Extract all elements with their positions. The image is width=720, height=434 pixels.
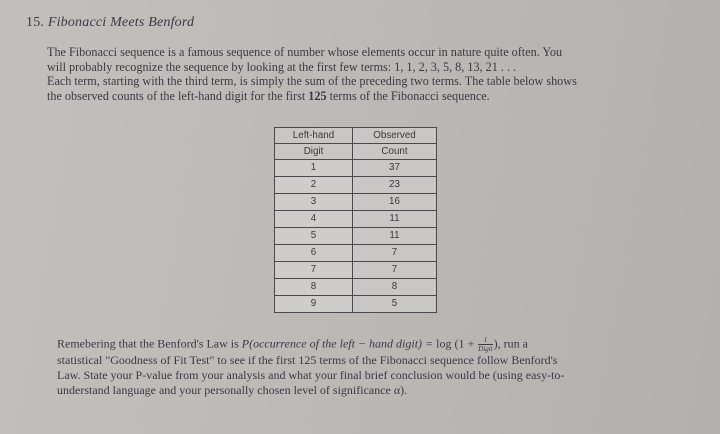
problem-title: Fibonacci Meets Benford: [47, 15, 195, 30]
log-expression: log (1 +: [436, 336, 478, 351]
table-row: [275, 160, 437, 177]
digit-cell: 5: [275, 228, 353, 245]
table-row: [275, 194, 437, 211]
fraction: [478, 336, 492, 353]
count-cell: 7: [353, 245, 437, 262]
digit-cell: 7: [275, 262, 353, 279]
intro-text: the observed counts of the left-hand digit for the first: [47, 88, 309, 103]
table-header-row: [275, 144, 437, 160]
count-cell: 37: [353, 160, 437, 177]
column-header-count: Count: [353, 144, 437, 160]
table-row: [275, 211, 437, 228]
intro-text: terms of the Fibonacci sequence.: [326, 88, 490, 103]
digit-cell: 4: [275, 211, 353, 228]
digit-cell: 2: [275, 177, 353, 194]
question-line: statistical "Goodness of Fit Test" to see if the first 125 terms of the Fibonacci sequence follow Benford's: [57, 353, 558, 367]
count-cell: 11: [353, 211, 437, 228]
count-cell: 7: [353, 262, 437, 279]
table-row: [275, 262, 437, 279]
digit-cell: 9: [275, 296, 353, 313]
fraction-numerator: 1: [478, 336, 492, 345]
intro-line: The Fibonacci sequence is a famous sequence of number whose elements occur in nature quite often. You: [47, 45, 563, 59]
question-text: Remebering that the Benford's Law is: [57, 336, 242, 351]
question-line: Law. State your P-value from your analysis and what your final brief conclusion would be (using easy-to-: [57, 368, 565, 382]
table-row: [275, 228, 437, 245]
question-text: ), run a: [493, 336, 528, 351]
column-header-count: Observed: [353, 128, 437, 144]
digit-cell: 3: [275, 194, 353, 211]
table-row: [275, 279, 437, 296]
digit-cell: 1: [275, 160, 353, 177]
question-paragraph: [57, 336, 682, 398]
intro-line: [47, 89, 687, 104]
column-header-digit: Left-hand: [275, 128, 353, 144]
question-line: [57, 336, 682, 353]
term-count: 125: [308, 88, 327, 103]
count-cell: 23: [353, 177, 437, 194]
digit-count-table: [274, 127, 437, 313]
table-row: [275, 296, 437, 313]
count-cell: 5: [353, 296, 437, 313]
intro-line: will probably recognize the sequence by looking at the first few terms: 1, 1, 2, 3, 5, 8, 13, 21 . . .: [47, 59, 517, 74]
digit-cell: 8: [275, 279, 353, 296]
problem-number: 15.: [26, 15, 45, 30]
fraction-denominator: Digit: [478, 345, 493, 353]
table-row: [275, 245, 437, 262]
count-cell: 8: [353, 279, 437, 296]
intro-paragraph: [47, 45, 687, 103]
column-header-digit: Digit: [275, 144, 353, 160]
problem-heading: [26, 15, 194, 31]
count-cell: 16: [353, 194, 437, 211]
digit-cell: 6: [275, 245, 353, 262]
question-line: understand language and your personally chosen level of significance α).: [57, 383, 408, 397]
count-cell: 11: [353, 228, 437, 245]
intro-line: Each term, starting with the third term, is simply the sum of the preceding two terms. The table below shows: [47, 74, 577, 89]
benford-formula: P(occurrence of the left − hand digit) =: [241, 336, 437, 351]
table-row: [275, 177, 437, 194]
table-header-row: [275, 128, 437, 144]
